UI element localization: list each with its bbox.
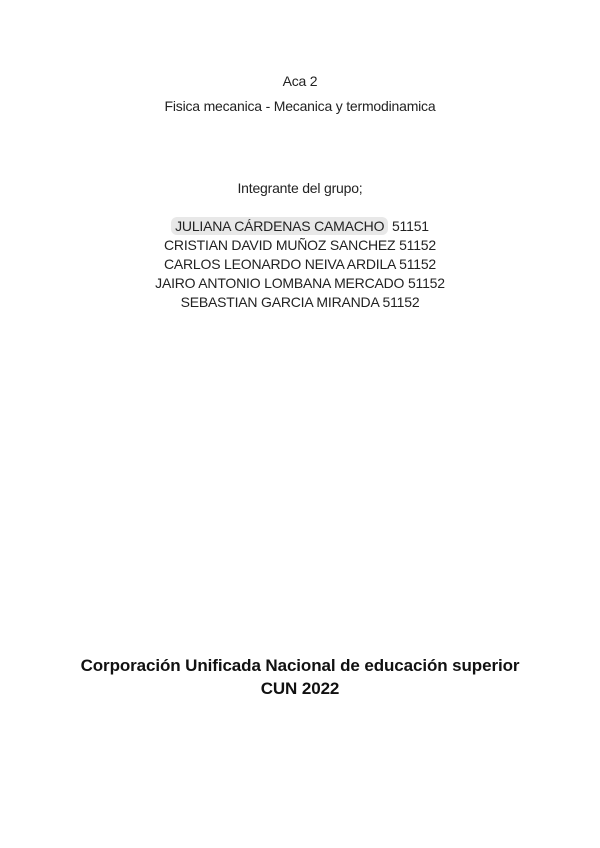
- member-code: 51152: [382, 294, 420, 310]
- document-subtitle: Fisica mecanica - Mecanica y termodinamica: [164, 98, 436, 114]
- member-name: JAIRO ANTONIO LOMBANA MERCADO: [155, 275, 405, 291]
- member-code: 51152: [399, 237, 436, 253]
- member-name: SEBASTIAN GARCIA MIRANDA: [180, 294, 379, 310]
- member-line-2: [0, 236, 600, 254]
- member-line-1: [0, 217, 600, 235]
- member-line-5: [0, 293, 600, 311]
- member-line-4: [0, 274, 600, 292]
- institution-name: Corporación Unificada Nacional de educación superior: [80, 656, 520, 675]
- institution-year: CUN 2022: [260, 679, 340, 698]
- group-heading: Integrante del grupo;: [237, 180, 363, 196]
- member-code: 51152: [399, 256, 437, 272]
- document-title: Aca 2: [282, 73, 318, 89]
- member-code: 51152: [407, 275, 445, 291]
- member-name: CARLOS LEONARDO NEIVA ARDILA: [163, 256, 396, 272]
- member-name: CRISTIAN DAVID MUÑOZ SANCHEZ: [164, 237, 396, 253]
- member-name-highlighted: JULIANA CÁRDENAS CAMACHO: [171, 217, 388, 235]
- member-code: 51151: [391, 218, 429, 234]
- member-line-3: [0, 255, 600, 273]
